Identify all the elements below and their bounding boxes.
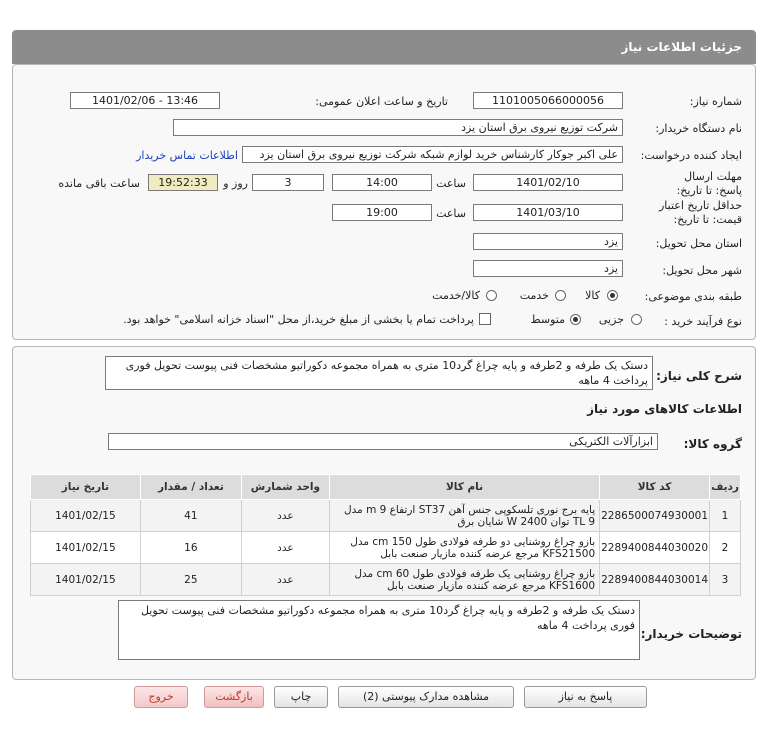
reply-button[interactable]: پاسخ به نیاز bbox=[524, 686, 647, 708]
category-radio-goods-service[interactable] bbox=[486, 290, 497, 301]
category-radio-service[interactable] bbox=[555, 290, 566, 301]
category-goods-label: کالا bbox=[585, 289, 600, 302]
announce-field: 1401/02/06 - 13:46 bbox=[70, 92, 220, 109]
deadline-label: مهلت ارسال پاسخ: تا تاریخ: bbox=[676, 170, 742, 197]
col-qty: تعداد / مقدار bbox=[140, 475, 241, 500]
contact-buyer-link[interactable]: اطلاعات تماس خریدار bbox=[136, 149, 238, 162]
delivery-city-label: شهر محل تحویل: bbox=[662, 264, 742, 277]
attachments-button[interactable]: مشاهده مدارک پیوستی (2) bbox=[338, 686, 514, 708]
goods-table-header bbox=[31, 475, 741, 500]
validity-date-field: 1401/03/10 bbox=[473, 204, 623, 221]
announce-label: تاریخ و ساعت اعلان عمومی: bbox=[315, 95, 448, 108]
cell-unit: عدد bbox=[241, 532, 329, 564]
back-button[interactable]: بازگشت bbox=[204, 686, 264, 708]
table-row bbox=[31, 500, 741, 532]
cell-unit: عدد bbox=[241, 500, 329, 532]
need-number-label: شماره نیاز: bbox=[689, 95, 742, 108]
delivery-province-field: یزد bbox=[473, 233, 623, 250]
buyer-org-label: نام دستگاه خریدار: bbox=[655, 122, 742, 135]
cell-code: 2286500074930001 bbox=[600, 500, 710, 532]
page-header bbox=[12, 30, 756, 64]
category-label: طبقه بندی موضوعی: bbox=[644, 290, 742, 303]
creator-label: ایجاد کننده درخواست: bbox=[640, 149, 742, 162]
cell-code: 2289400844030020 bbox=[600, 532, 710, 564]
treasury-note: پرداخت تمام یا بخشی از مبلغ خرید،از محل "اسناد خزانه اسلامی" خواهد بود. bbox=[123, 313, 474, 326]
cell-unit: عدد bbox=[241, 564, 329, 596]
col-row: ردیف bbox=[710, 475, 741, 500]
cell-row: 1 bbox=[710, 500, 741, 532]
col-unit: واحد شمارش bbox=[241, 475, 329, 500]
days-label: روز و bbox=[223, 177, 248, 190]
goods-section-title: اطلاعات کالاهای مورد نیاز bbox=[587, 402, 742, 416]
remaining-label: ساعت باقی مانده bbox=[58, 177, 140, 190]
table-row bbox=[31, 532, 741, 564]
cell-qty: 25 bbox=[140, 564, 241, 596]
purchase-minor-label: جزیی bbox=[598, 313, 624, 326]
validity-time-label: ساعت bbox=[436, 207, 466, 220]
col-code: کد کالا bbox=[600, 475, 710, 500]
need-number-field: 1101005066000056 bbox=[473, 92, 623, 109]
cell-qty: 16 bbox=[140, 532, 241, 564]
buyer-notes-text: دستک یک طرفه و 2طرفه و پایه چراغ گرد10 متری به همراه مجموعه دکوراتیو مشخصات فنی پیوست تحویل فوری پرداخت 4 ماهه bbox=[118, 600, 640, 660]
cell-date: 1401/02/15 bbox=[31, 564, 141, 596]
summary-text: دستک یک طرفه و 2طرفه و پایه چراغ گرد10 متری به همراه مجموعه دکوراتیو مشخصات فنی پیوست تحویل فوری پرداخت 4 ماهه bbox=[105, 356, 653, 390]
cell-name: بازو چراغ روشنایی دو طرفه فولادی طول cm 150 مدل KFS21500 مرجع عرضه کننده مازیار صنعت بابل bbox=[329, 532, 599, 564]
goods-table bbox=[30, 474, 741, 596]
validity-label: حداقل تاریخ اعتبار قیمت: تا تاریخ: bbox=[658, 199, 742, 226]
print-button[interactable]: چاپ bbox=[274, 686, 328, 708]
category-radio-goods[interactable] bbox=[607, 290, 618, 301]
purchase-radio-minor[interactable] bbox=[631, 314, 642, 325]
cell-name: بازو چراغ روشنایی یک طرفه فولادی طول cm 60 مدل KFS1600 مرجع عرضه کننده مازیار صنعت بابل bbox=[329, 564, 599, 596]
validity-time-field: 19:00 bbox=[332, 204, 432, 221]
summary-label: شرح کلی نیاز: bbox=[656, 369, 742, 383]
exit-button[interactable]: خروج bbox=[134, 686, 188, 708]
goods-group-field: ابزارآلات الکتریکی bbox=[108, 433, 658, 450]
table-row bbox=[31, 564, 741, 596]
deadline-time-label: ساعت bbox=[436, 177, 466, 190]
buyer-org-field: شرکت توزیع نیروی برق استان یزد bbox=[173, 119, 623, 136]
days-field: 3 bbox=[252, 174, 324, 191]
buyer-notes-label: توضیحات خریدار: bbox=[640, 627, 742, 641]
category-service-label: خدمت bbox=[519, 289, 549, 302]
cell-date: 1401/02/15 bbox=[31, 500, 141, 532]
delivery-city-field: یزد bbox=[473, 260, 623, 277]
cell-date: 1401/02/15 bbox=[31, 532, 141, 564]
remaining-time-field: 19:52:33 bbox=[148, 174, 218, 191]
cell-code: 2289400844030014 bbox=[600, 564, 710, 596]
cell-row: 3 bbox=[710, 564, 741, 596]
treasury-checkbox[interactable] bbox=[479, 313, 491, 325]
deadline-date-field: 1401/02/10 bbox=[473, 174, 623, 191]
goods-group-label: گروه کالا: bbox=[683, 437, 742, 451]
cell-row: 2 bbox=[710, 532, 741, 564]
page-title: جزئیات اطلاعات نیاز bbox=[621, 40, 742, 54]
purchase-type-label: نوع فرآیند خرید : bbox=[664, 315, 742, 328]
deadline-time-field: 14:00 bbox=[332, 174, 432, 191]
creator-field: علی اکبر جوکار کارشناس خرید لوازم شبکه شرکت توزیع نیروی برق استان یزد bbox=[242, 146, 623, 163]
purchase-medium-label: متوسط bbox=[530, 313, 565, 326]
category-goods-service-label: کالا/خدمت bbox=[432, 289, 480, 302]
delivery-province-label: استان محل تحویل: bbox=[655, 237, 742, 250]
col-date: تاریخ نیاز bbox=[31, 475, 141, 500]
col-name: نام کالا bbox=[329, 475, 599, 500]
cell-qty: 41 bbox=[140, 500, 241, 532]
purchase-radio-medium[interactable] bbox=[570, 314, 581, 325]
cell-name: پایه برج نوری تلسکوپی جنس آهن ST37 ارتفاع m 9 مدل TL 9 توان W 2400 شایان برق bbox=[329, 500, 599, 532]
